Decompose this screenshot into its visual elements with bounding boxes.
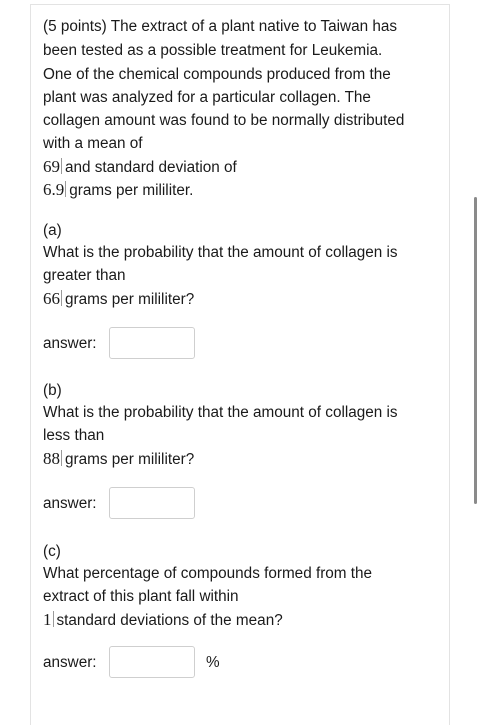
text-cursor — [53, 611, 54, 627]
text-cursor — [61, 450, 62, 466]
answer-label: answer: — [43, 495, 97, 512]
question-line: greater than — [43, 267, 126, 284]
text-cursor — [61, 290, 62, 306]
question-line: What is the probability that the amount of collagen is — [43, 244, 398, 261]
answer-label: answer: — [43, 335, 97, 352]
question-line: What is the probability that the amount of collagen is — [43, 404, 398, 421]
mean-value: 69 — [43, 157, 60, 176]
value-line — [43, 447, 194, 472]
answer-input-b[interactable] — [109, 487, 195, 519]
sd-value: 6.9 — [43, 180, 65, 199]
part-label: (b) — [43, 382, 62, 399]
intro-line: One of the chemical compounds produced from the — [43, 66, 391, 83]
part-label: (a) — [43, 222, 62, 239]
part-label: (c) — [43, 543, 61, 560]
intro-line: been tested as a possible treatment for Leukemia. — [43, 42, 383, 59]
question-line: less than — [43, 427, 105, 444]
intro-line: with a mean of — [43, 135, 143, 152]
text-cursor — [65, 181, 66, 197]
intro-line: (5 points) The extract of a plant native to Taiwan has — [43, 18, 398, 35]
intro-line: plant was analyzed for a particular collagen. The — [43, 89, 371, 106]
value-suffix: standard deviations of the mean? — [56, 612, 283, 629]
value-line — [43, 287, 194, 312]
sd-count-value: 1 — [43, 610, 52, 629]
mean-suffix: and standard deviation of — [65, 159, 237, 176]
value-suffix: grams per mililiter? — [65, 291, 195, 308]
question-line: extract of this plant fall within — [43, 588, 239, 605]
text-cursor — [61, 158, 62, 174]
answer-label: answer: — [43, 654, 97, 671]
sd-line — [43, 178, 193, 203]
scrollbar[interactable] — [474, 197, 477, 504]
percent-unit: % — [206, 654, 220, 671]
value-line — [43, 608, 283, 633]
mean-line — [43, 155, 237, 180]
sd-suffix: grams per mililiter. — [69, 182, 194, 199]
threshold-value: 88 — [43, 449, 60, 468]
threshold-value: 66 — [43, 289, 60, 308]
answer-input-a[interactable] — [109, 327, 195, 359]
question-line: What percentage of compounds formed from the — [43, 565, 373, 582]
answer-input-c[interactable] — [109, 646, 195, 678]
value-suffix: grams per mililiter? — [65, 451, 195, 468]
intro-line: collagen amount was found to be normally distributed — [43, 112, 405, 129]
